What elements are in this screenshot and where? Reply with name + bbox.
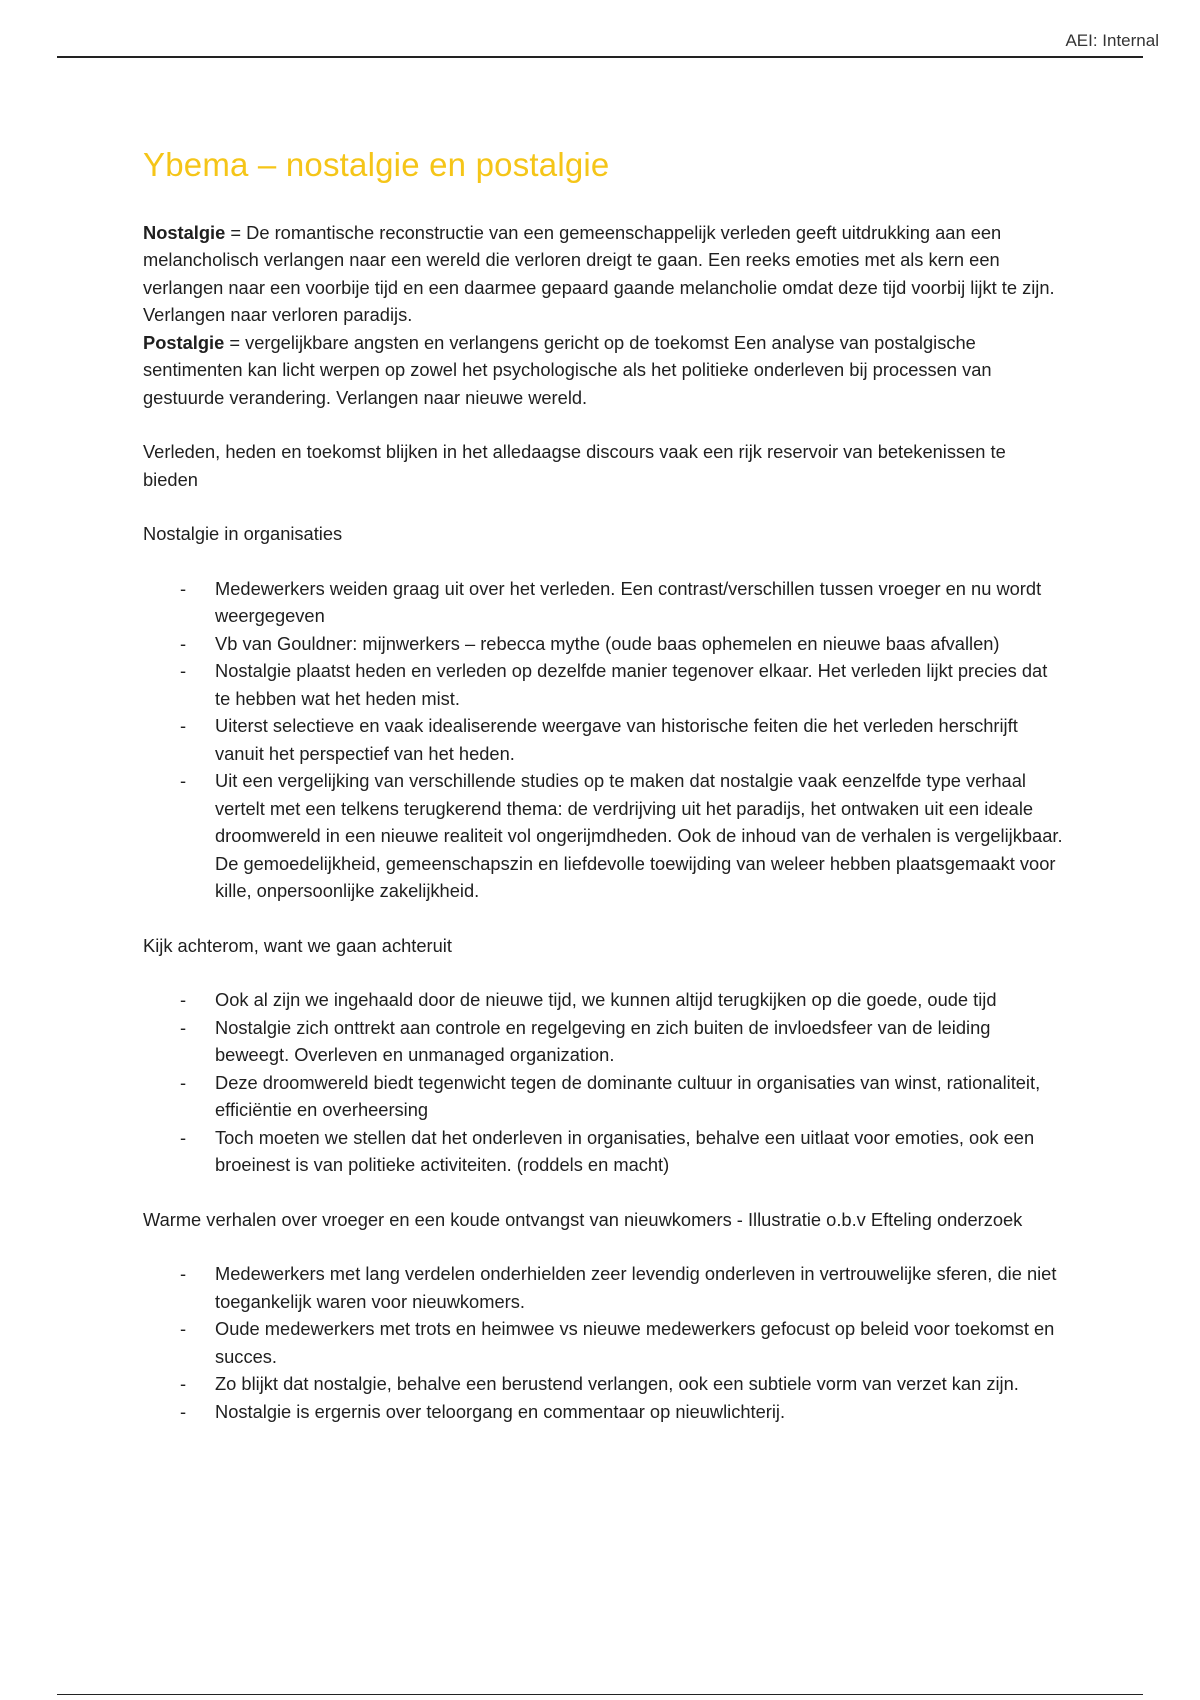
list-item: - Uiterst selectieve en vaak idealiserende weergave van historische feiten die het verleden herschrijft vanuit het perspectief van het heden. [143,712,1063,767]
list-item: - Nostalgie is ergernis over teloorgang en commentaar op nieuwlichterij. [143,1398,1063,1426]
definition-postalgie [143,329,1063,412]
list-item: - Medewerkers weiden graag uit over het verleden. Een contrast/verschillen tussen vroeger en nu wordt weergegeven [143,575,1063,630]
section-heading: Kijk achterom, want we gaan achteruit [143,934,452,956]
definition-term: Nostalgie [143,221,226,243]
list-item: - Deze droomwereld biedt tegenwicht tegen de dominante cultuur in organisaties van winst, rationaliteit, efficiëntie en overheersing [143,1069,1063,1124]
list-item: - Medewerkers met lang verdelen onderhielden zeer levendig onderleven in vertrouwelijke sferen, die niet toegankelijk waren voor nieuwkomers. [143,1260,1063,1315]
footer-rule [57,1694,1143,1695]
section-heading: Warme verhalen over vroeger en een koude ontvangst van nieuwkomers - Illustratie o.b.v Efteling onderzoek [143,1208,1023,1230]
definition-term: Postalgie [143,331,225,353]
list-item: - Toch moeten we stellen dat het onderleven in organisaties, behalve een uitlaat voor emoties, ook een broeinest is van politieke activiteiten. (roddels en macht) [143,1124,1063,1179]
document-body [143,145,1063,1425]
spacer [143,1233,1063,1260]
bullet-list [143,986,1063,1179]
spacer [143,411,1063,438]
list-item: - Nostalgie zich onttrekt aan controle en regelgeving en zich buiten de invloedsfeer van de leiding beweegt. Overleven en unmanaged organization. [143,1014,1063,1069]
list-item: - Zo blijkt dat nostalgie, behalve een berustend verlangen, ook een subtiele vorm van verzet kan zijn. [143,1370,1063,1398]
list-item: - Oude medewerkers met trots en heimwee vs nieuwe medewerkers gefocust op beleid voor toekomst en succes. [143,1315,1063,1370]
bullet-list [143,1260,1063,1425]
definition-nostalgie [143,219,1063,329]
spacer [143,493,1063,520]
section-heading: Nostalgie in organisaties [143,523,343,545]
list-item: - Nostalgie plaatst heden en verleden op dezelfde manier tegenover elkaar. Het verleden lijkt precies dat te hebben wat het heden mist. [143,657,1063,712]
classification-label: AEI: Internal [1065,31,1159,50]
definition-text: = De romantische reconstructie van een gemeenschappelijk verleden geeft uitdrukking aan een melancholisch verlangen naar een wereld die verloren dreigt te gaan. Een reeks emoties met als kern een verlangen naar een voorbije tijd en een daarmee gepaard gaande melancholie omdat deze tijd voorbij lijkt te zijn. Verlangen naar verloren paradijs. [143,221,1055,326]
definition-text: = vergelijkbare angsten en verlangens gericht op de toekomst Een analyse van postalgische sentimenten kan licht werpen op zowel het psychologische als het politieke onderleven bij processen van gestuurde verandering. Verlangen naar nieuwe wereld. [143,331,992,408]
intro-paragraph: Verleden, heden en toekomst blijken in het alledaagse discours vaak een rijk reservoir van betekenissen te bieden [143,441,1006,490]
page-title: Ybema – nostalgie en postalgie [143,146,610,183]
spacer [143,548,1063,575]
spacer [143,905,1063,932]
header-rule [57,56,1143,58]
spacer [143,959,1063,986]
list-item: - Uit een vergelijking van verschillende studies op te maken dat nostalgie vaak eenzelfde type verhaal vertelt met een telkens terugkerend thema: de verdrijving uit het paradijs, het ontwaken uit een ideale droomwereld in een nieuwe realiteit vol ongerijmdheden. Ook de inhoud van de verhalen is vergelijkbaar. De gemoedelijkheid, gemeenschapszin en liefdevolle toewijding van weleer hebben plaatsgemaakt voor kille, onpersoonlijke zakelijkheid. [143,767,1063,905]
list-item: - Vb van Gouldner: mijnwerkers – rebecca mythe (oude baas ophemelen en nieuwe baas afvallen) [143,630,1063,658]
list-item: - Ook al zijn we ingehaald door de nieuwe tijd, we kunnen altijd terugkijken op die goede, oude tijd [143,986,1063,1014]
bullet-list [143,575,1063,905]
spacer [143,1179,1063,1206]
